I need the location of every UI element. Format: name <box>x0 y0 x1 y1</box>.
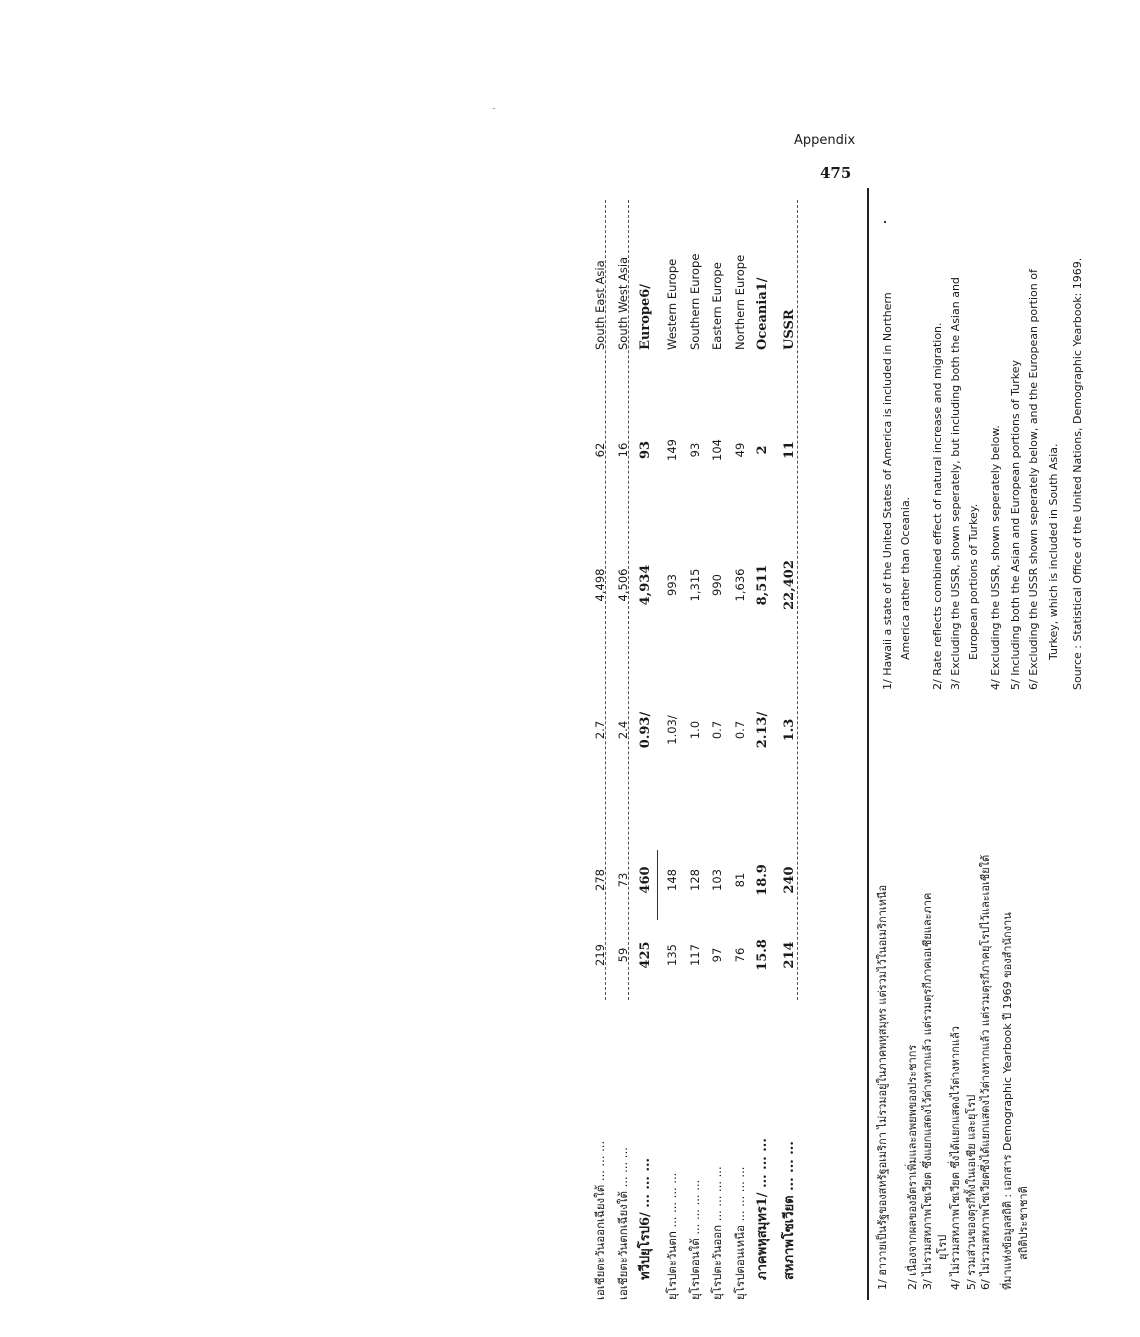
thai-footnote-line: 5/ รวมส่วนของตุรกีทั้งในเอเชีย และยุโรป <box>965 1094 978 1290</box>
table-cell-c3: 0.7 <box>710 720 724 740</box>
table-cell-thai: เอเชียตะวันออกเฉียงใต้ ... ... ... <box>593 1140 607 1300</box>
dashed-separator <box>797 200 798 1000</box>
table-cell-c3: 2.13/ <box>755 711 770 749</box>
table-cell-c3: 1.3 <box>782 718 797 742</box>
page-number: 475 <box>820 164 852 182</box>
thai-footnote-line: สถิติประชาชาติ <box>1017 1186 1030 1260</box>
table-cell-c4: 4,934 <box>638 564 653 606</box>
table-cell-c2: 18.9 <box>755 864 770 896</box>
table-row <box>636 180 656 1300</box>
table-cell-c4: 1,636 <box>733 568 747 602</box>
thai-footnote-line: 6/ ไม่รวมสหภาพโซเวียตซึ่งได้แยกแสดงไว้ต่างหากแล้ว แต่รวมตุรกีภาคยุโรปไว้และเอเชียใต้ <box>979 854 992 1290</box>
table-cell-thai: ทวีปยุโรป6/ ... ... ... <box>638 1157 653 1280</box>
table-cell-c3: 2.4 <box>616 720 630 740</box>
table-cell-eng: South East Asia <box>593 260 607 350</box>
table-cell-thai: ยุโรปตอนเหนือ ... ... ... ... <box>733 1166 747 1300</box>
table-cell-eng: South West Asia <box>616 256 630 350</box>
table-row <box>685 180 705 1300</box>
table-cell-c5: 104 <box>710 439 724 461</box>
table-cell-eng: USSR <box>782 309 797 350</box>
english-footnote-line: Turkey, which is included in South Asia. <box>1047 443 1060 660</box>
table-cell-c5: 149 <box>665 439 679 461</box>
thai-footnote-line: ที่มาแห่งข้อมูลสถิติ : เอกสาร Demographic Yearbook ปี 1969 ของสำนักงาน <box>1001 912 1014 1290</box>
table-cell-c5: 93 <box>638 440 653 460</box>
table-cell-c2: 278 <box>593 869 607 891</box>
table-cell-c4: 4,506 <box>616 568 630 602</box>
table-cell-c4: 990 <box>710 574 724 596</box>
table-cell-c3: 0.93/ <box>638 711 653 749</box>
table-cell-thai: ยุโรปตะวันตก ... ... ... ... <box>665 1172 679 1300</box>
table-cell-c2: 460 <box>638 866 653 894</box>
table-cell-c1: 135 <box>665 944 679 966</box>
table-cell-c5: 2 <box>755 445 770 455</box>
english-footnote-line: 4/ Excluding the USSR, shown seperately below. <box>989 425 1002 690</box>
table-cell-c2: 240 <box>782 866 797 894</box>
table-cell-c2: 81 <box>733 872 747 888</box>
table-cell-thai: ยุโรปตะวันออก ... ... ... ... <box>710 1166 724 1300</box>
table-row <box>707 180 727 1300</box>
table-cell-c4: 8,511 <box>755 564 770 606</box>
table-cell-c1: 425 <box>638 941 653 969</box>
table-cell-c5: 93 <box>688 442 702 458</box>
table-cell-c1: 76 <box>733 947 747 963</box>
dashed-separator <box>628 200 629 1000</box>
table-cell-c3: 2.7 <box>593 720 607 740</box>
table-cell-c5: 62 <box>593 442 607 458</box>
scan-speck <box>493 108 495 109</box>
thai-footnote-line: 1/ ฮาวายเป็นรัฐของสหรัฐอเมริกา ไม่รวมอยู่ในภาคพหุสมุทร แต่รวมไว้ในอเมริกาเหนือ <box>876 884 889 1290</box>
rotated-table-block <box>580 180 1140 1300</box>
english-footnote-line: 2/ Rate reflects combined effect of natural increase and migration. <box>931 322 944 690</box>
appendix-label: Appendix <box>794 133 856 148</box>
thai-footnote-line: 3/ ไม่รวมสหภาพโซเวียต ซึ่งแยกแสดงไว้ต่างหากแล้ว แต่รวมตุรกีภาคเอเชียและภาค <box>921 892 934 1290</box>
table-cell-c5: 11 <box>782 440 797 460</box>
english-footnote-line: America rather than Oceania. <box>899 496 912 660</box>
table-cell-thai: ภาคพหุสมุทร1/ ... ... ... <box>755 1138 770 1280</box>
table-row <box>730 180 750 1300</box>
table-cell-thai: เอเชียตะวันตกเฉียงใต้ ... ... ... <box>616 1147 630 1300</box>
english-footnote-line: 3/ Excluding the USSR, shown seperately, but including both the Asian and <box>949 277 962 690</box>
thai-footnote-line: ยุโรป <box>936 1234 949 1260</box>
table-cell-eng: Southern Europe <box>688 253 702 350</box>
table-cell-c2: 148 <box>665 869 679 891</box>
table-cell-c2: 73 <box>616 872 630 888</box>
table-cell-eng: Europe6/ <box>638 283 653 350</box>
english-footnote-line: 5/ Including both the Asian and European portions of Turkey <box>1009 359 1022 690</box>
english-footnote-line: 6/ Excluding the USSR shown seperately below, and the European portion of <box>1027 269 1040 690</box>
table-cell-c5: 16 <box>616 442 630 458</box>
table-cell-c1: 219 <box>593 944 607 966</box>
table-cell-thai: สหภาพโซเวียต ... ... ... <box>782 1141 797 1280</box>
dashed-separator <box>605 200 606 1000</box>
table-cell-thai: ยุโรปตอนใต้ ... ... ... ... <box>688 1179 702 1300</box>
table-cell-c1: 117 <box>688 944 702 966</box>
table-cell-c1: 15.8 <box>755 939 770 971</box>
table-cell-eng: Northern Europe <box>733 254 747 350</box>
thai-footnote-line: 4/ ไม่รวมสหภาพโซเวียต ซึ่งได้แยกแสดงไว้ต่างหากแล้ว <box>949 1026 962 1290</box>
english-footnote-line: Source : Statistical Office of the United Nations, Demographic Yearbook: 1969. <box>1071 257 1084 690</box>
table-row <box>590 180 610 1300</box>
solid-rule <box>657 850 658 920</box>
table-cell-c3: 0.7 <box>733 720 747 740</box>
table-cell-c1: 97 <box>710 947 724 963</box>
english-footnote-line: 1/ Hawaii a state of the United States of America is included in Northern <box>881 292 894 690</box>
table-cell-c4: 4,498 <box>593 568 607 602</box>
table-row <box>613 180 633 1300</box>
table-cell-c4: 22,402 <box>782 560 797 610</box>
table-cell-c1: 59 <box>616 947 630 963</box>
table-cell-c3: 1.03/ <box>665 715 679 745</box>
table-cell-c5: 49 <box>733 442 747 458</box>
table-cell-c4: 993 <box>665 574 679 596</box>
table-row <box>662 180 682 1300</box>
table-cell-c2: 103 <box>710 869 724 891</box>
table-cell-eng: Eastern Europe <box>710 262 724 350</box>
table-cell-c1: 214 <box>782 941 797 969</box>
table-cell-eng: Oceania1/ <box>755 277 770 350</box>
table-cell-eng: Western Europe <box>665 258 679 350</box>
thai-footnote-line: 2/ เนื่องจากผลของอัตราเพิ่มและอพยพของประชากร <box>906 1044 919 1290</box>
table-cell-c3: 1.0 <box>688 720 702 740</box>
table-cell-c4: 1,315 <box>688 568 702 602</box>
table-row <box>753 180 773 1300</box>
english-footnote-line: European portions of Turkey. <box>967 503 980 660</box>
table-cell-c2: 128 <box>688 869 702 891</box>
table-divider-line <box>867 188 869 1300</box>
